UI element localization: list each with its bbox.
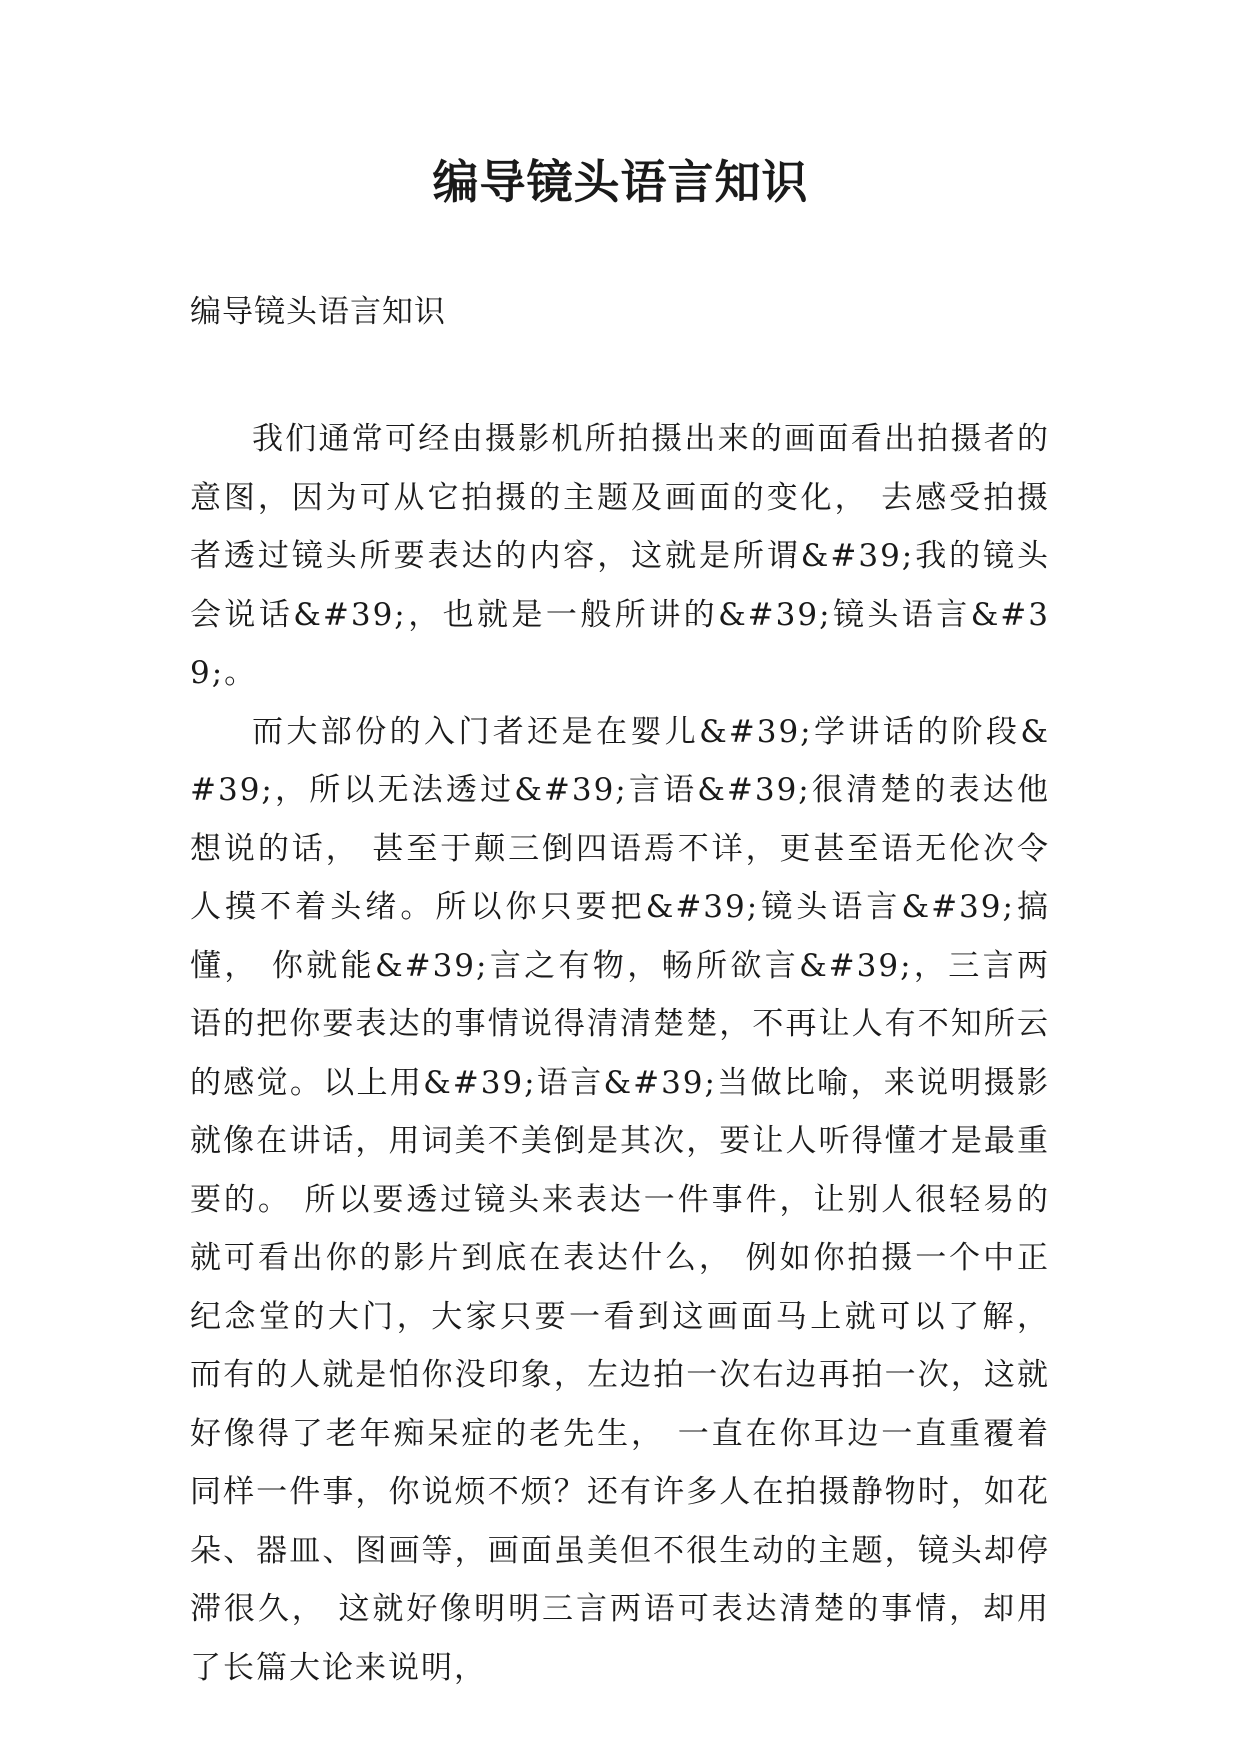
body-paragraph: 而大部份的入门者还是在婴儿&#39;学讲话的阶段&#39;，所以无法透过&#39;言语&#39;很清楚的表达他想说的话， 甚至于颠三倒四语焉不详，更甚至语无伦次令人摸不着头绪。所以你只要把&#39;镜头语言&#39;搞懂， 你就能&#39;言之有物，畅所欲言&#39;，三言两语的把你要表达的事情说得清清楚楚，不再让人有不知所云的感觉。以上用&#39;语言&#39;当做比喻，来说明摄影就像在讲话，用词美不美倒是其次，要让人听得懂才是最重要的。 所以要透过镜头来表达一件事件，让别人很轻易的就可看出你的影片到底在表达什么， 例如你拍摄一个中正纪念堂的大门，大家只要一看到这画面马上就可以了解， 而有的人就是怕你没印象，左边拍一次右边再拍一次，这就好像得了老年痴呆症的老先生， 一直在你耳边一直重覆着同样一件事，你说烦不烦？还有许多人在拍摄静物时，如花朵、器皿、图画等，画面虽美但不很生动的主题，镜头却停滞很久， 这就好像明明三言两语可表达清楚的事情，却用了长篇大论来说明， [190,713,1050,1686]
document-body [190,410,1050,1697]
document-subtitle: 编导镜头语言知识 [190,294,446,330]
body-paragraph: 我们通常可经由摄影机所拍摄出来的画面看出拍摄者的意图，因为可从它拍摄的主题及画面的变化， 去感受拍摄者透过镜头所要表达的内容，这就是所谓&#39;我的镜头会说话&#39;，也就是一般所讲的&#39;镜头语言&#39;。 [190,421,1050,691]
document-title: 编导镜头语言知识 [432,155,809,209]
